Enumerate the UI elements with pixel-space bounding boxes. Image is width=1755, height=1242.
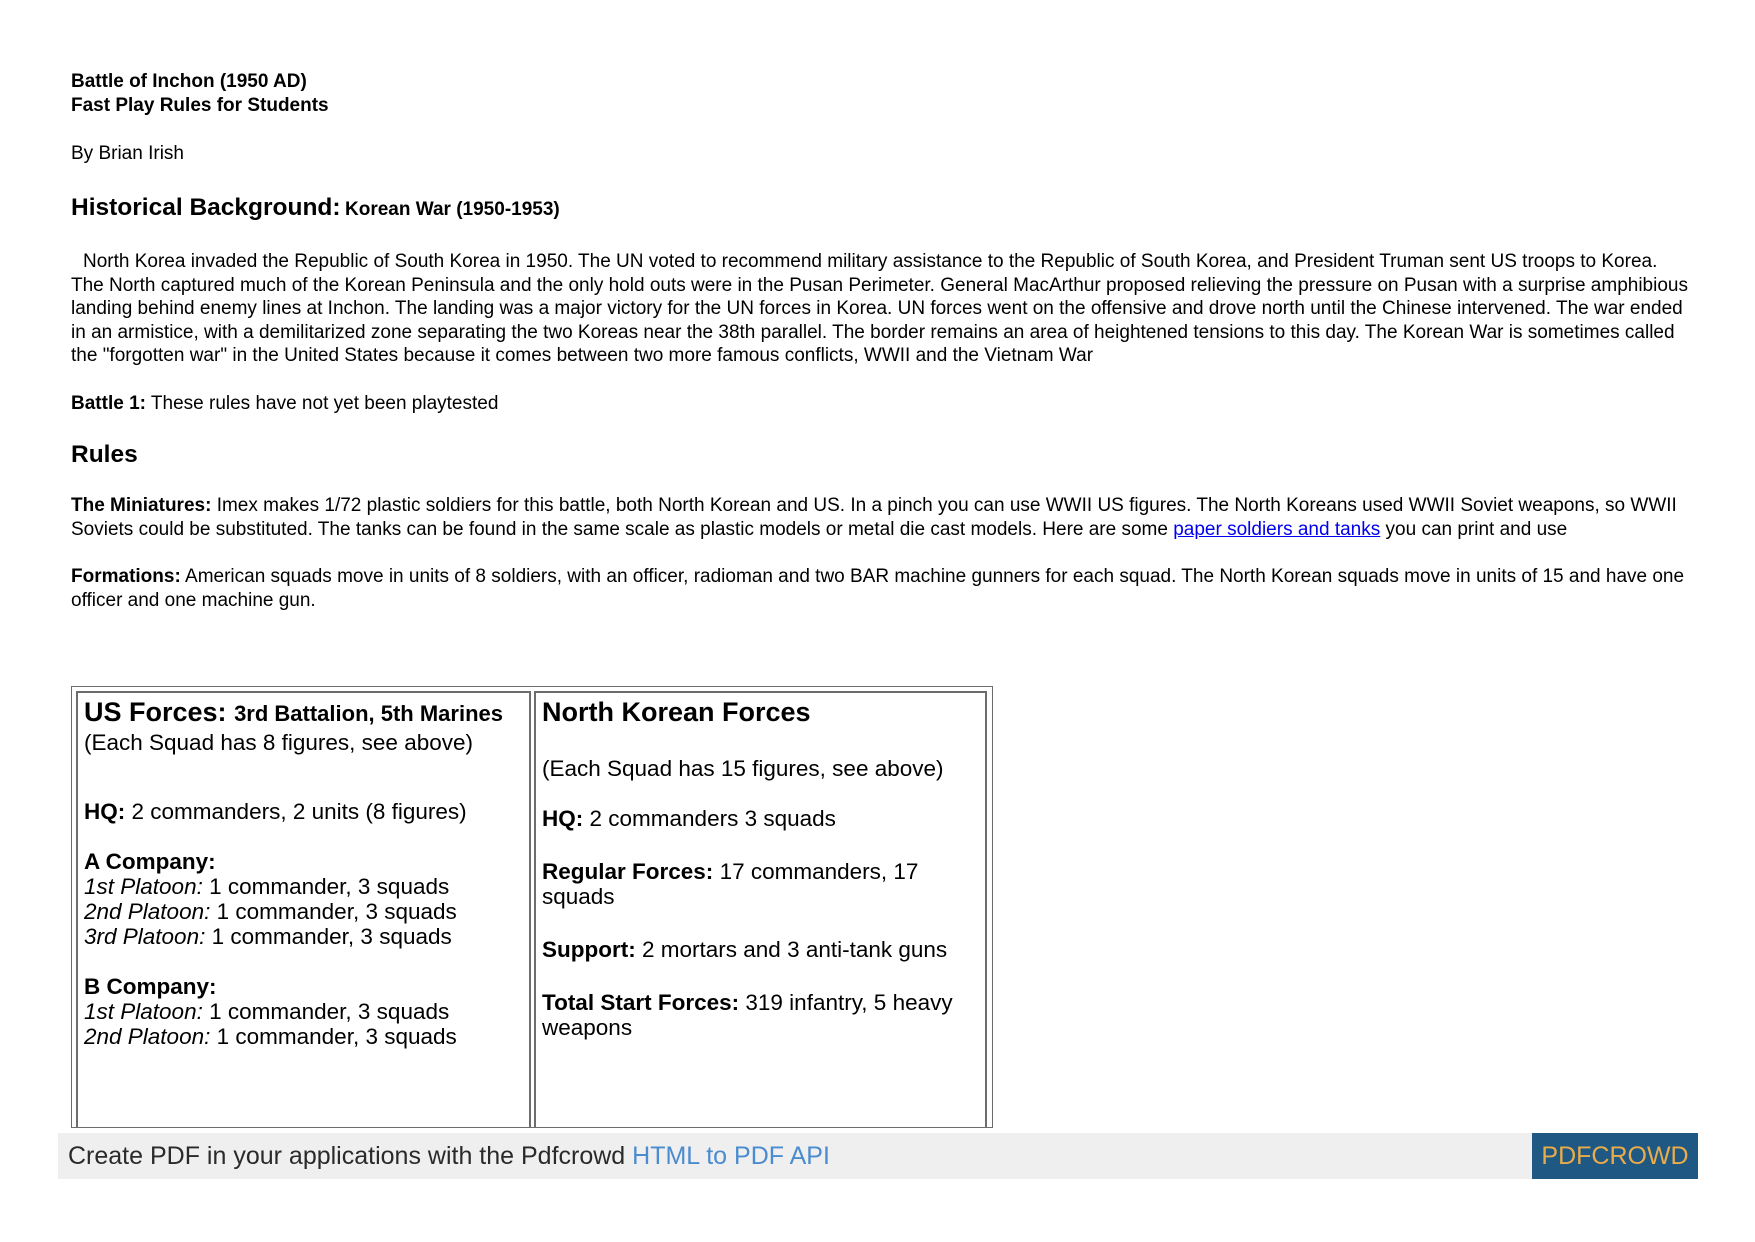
battle-paragraph [71, 392, 1691, 416]
platoon-text: 1 commander, 3 squads [216, 899, 457, 924]
formations-text: American squads move in units of 8 soldiers, with an officer, radioman and two BAR machine gunners for each squad. The North Korean squads move in units of 15 and have one officer and one machine gun. [71, 566, 1685, 611]
forces-table [71, 686, 993, 1128]
a-company-heading [84, 849, 523, 874]
a-company-label: A Company: [84, 849, 216, 874]
b-platoon-1 [84, 999, 523, 1024]
nk-regular-text: 17 commanders, 17 squads [542, 859, 919, 909]
platoon-text: 1 commander, 3 squads [209, 874, 450, 899]
background-heading-sub: Korean War (1950-1953) [345, 199, 560, 220]
us-forces-title: US Forces: [84, 697, 227, 727]
miniatures-text: Imex makes 1/72 plastic soldiers for this battle, both North Korean and US. In a pinch you can use WWII US figures. The North Koreans used WWII Soviet weapons, so WWII Soviets could be substituted. The tanks can be found in the same scale as plastic models or metal die cast models. Here are some [71, 495, 1677, 540]
background-paragraph [71, 250, 1691, 368]
formations-paragraph [71, 565, 1691, 612]
nk-total-text: 319 infantry, 5 heavy weapons [542, 990, 953, 1040]
nk-hq-label: HQ: [542, 806, 584, 831]
nk-squad-note: (Each Squad has 15 figures, see above) [542, 756, 944, 781]
pdfcrowd-badge[interactable]: PDFCROWD [1532, 1133, 1698, 1179]
miniatures-paragraph [71, 494, 1691, 541]
nk-forces-heading: North Korean Forces [542, 697, 811, 727]
us-squad-note: (Each Squad has 8 figures, see above) [84, 730, 473, 755]
nk-support [542, 937, 979, 962]
document-body [71, 70, 1691, 612]
b-platoon-2 [84, 1024, 523, 1049]
us-forces-heading [84, 696, 523, 730]
nk-total-label: Total Start Forces: [542, 990, 740, 1015]
platoon-label: 2nd Platoon: [84, 899, 211, 924]
us-hq [84, 799, 523, 824]
platoon-label: 1st Platoon: [84, 874, 203, 899]
document-title: Battle of Inchon (1950 AD) [71, 71, 307, 92]
background-heading [71, 193, 1691, 226]
nk-support-text: 2 mortars and 3 anti-tank guns [642, 937, 948, 962]
battle-label: Battle 1: [71, 392, 146, 414]
b-company-label: B Company: [84, 974, 217, 999]
platoon-text: 1 commander, 3 squads [211, 924, 452, 949]
background-heading-main: Historical Background: [71, 194, 341, 221]
platoon-text: 1 commander, 3 squads [209, 999, 450, 1024]
formations-label: Formations: [71, 566, 181, 587]
a-platoon-2 [84, 899, 523, 924]
miniatures-tail: you can print and use [1385, 518, 1568, 540]
platoon-text: 1 commander, 3 squads [216, 1024, 457, 1049]
footer-message: Create PDF in your applications with the Pdfcrowd [68, 1142, 626, 1170]
us-hq-text: 2 commanders, 2 units (8 figures) [131, 799, 467, 824]
platoon-label: 1st Platoon: [84, 999, 203, 1024]
b-company-heading [84, 974, 523, 999]
rules-heading: Rules [71, 441, 138, 468]
nk-total [542, 990, 979, 1040]
footer-text [68, 1142, 830, 1170]
us-forces-cell [76, 691, 531, 1128]
nk-regular-label: Regular Forces: [542, 859, 714, 884]
miniatures-label: The Miniatures: [71, 495, 212, 516]
platoon-label: 2nd Platoon: [84, 1024, 211, 1049]
nk-forces-cell [534, 691, 987, 1128]
html-to-pdf-api-link[interactable]: HTML to PDF API [632, 1142, 830, 1170]
paper-soldiers-link[interactable]: paper soldiers and tanks [1173, 518, 1381, 540]
platoon-label: 3rd Platoon: [84, 924, 206, 949]
nk-regular [542, 859, 979, 909]
battle-text: These rules have not yet been playtested [150, 392, 499, 414]
us-forces-unit: 3rd Battalion, 5th Marines [234, 701, 504, 726]
a-platoon-1 [84, 874, 523, 899]
nk-support-label: Support: [542, 937, 636, 962]
nk-hq-text: 2 commanders 3 squads [589, 806, 836, 831]
a-platoon-3 [84, 924, 523, 949]
author-line: By Brian Irish [71, 143, 184, 164]
us-hq-label: HQ: [84, 799, 126, 824]
document-subtitle: Fast Play Rules for Students [71, 95, 329, 116]
background-text: North Korea invaded the Republic of South Korea in 1950. The UN voted to recommend military assistance to the Republic of South Korea, and President Truman sent US troops to Korea. The North captured much of the Korean Peninsula and the only hold outs were in the Pusan Perimeter. General MacArthur proposed relieving the pressure on Pusan with a surprise amphibious landing behind enemy lines at Inchon. The landing was a major victory for the UN forces in Korea. UN forces went on the offensive and drove north until the Chinese intervened. The war ended in an armistice, with a demilitarized zone separating the two Koreas near the 38th parallel. The border remains an area of heightened tensions to this day. The Korean War is sometimes called the "forgotten war" in the United States because it comes between two more famous conflicts, WWII and the Vietnam War [71, 251, 1688, 366]
pdfcrowd-footer [58, 1133, 1698, 1179]
nk-hq [542, 806, 979, 831]
